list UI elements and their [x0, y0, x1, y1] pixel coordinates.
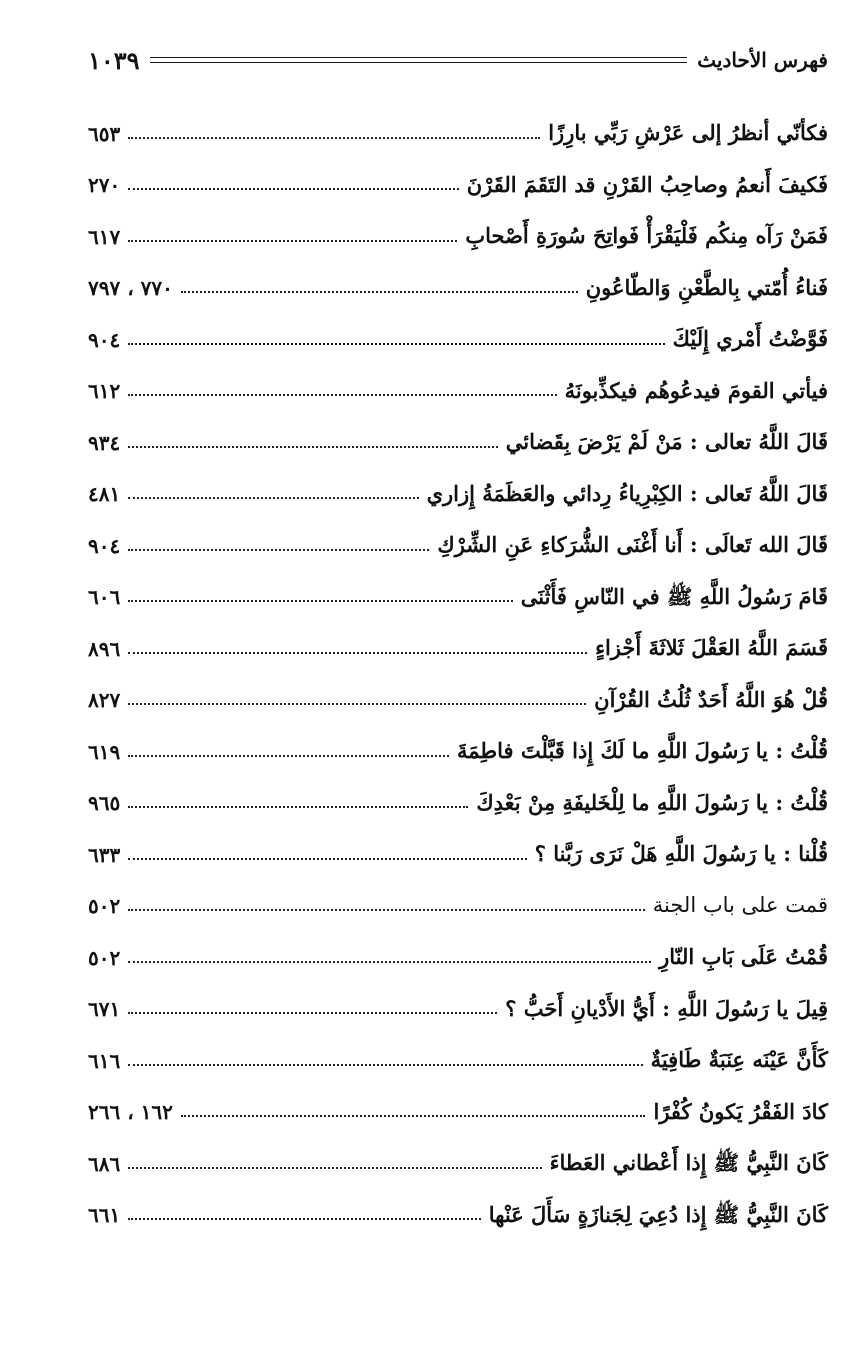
- page-reference: ٦١٧: [88, 224, 121, 249]
- page-reference: ٥٠٢: [88, 894, 121, 918]
- running-title: فهرس الأحاديث: [697, 48, 828, 72]
- index-entry: [88, 510, 828, 562]
- hadith-text: قَالَ اللَّهُ تعالى : مَنْ لَمْ يَرْضَ بِقَضائي: [505, 429, 828, 455]
- index-entry: [88, 1025, 828, 1077]
- dot-leader: [128, 703, 586, 705]
- dot-leader: [128, 961, 651, 963]
- dot-leader: [128, 600, 513, 602]
- hadith-index-list: [88, 98, 828, 1231]
- page-header: [88, 40, 828, 80]
- page-reference: ١٦٢ ، ٢٦٦: [88, 1100, 173, 1124]
- page-reference: ٢٧٠: [88, 173, 121, 197]
- dot-leader: [128, 188, 458, 190]
- dot-leader: [181, 291, 578, 293]
- dot-leader: [128, 858, 527, 860]
- page-reference: ٦٣٣: [88, 842, 121, 867]
- dot-leader: [128, 137, 540, 139]
- hadith-text: قُمْتُ عَلَى بَابِ النّارِ: [659, 944, 828, 970]
- index-entry: [88, 304, 828, 356]
- index-entry: [88, 665, 828, 717]
- index-entry: [88, 613, 828, 665]
- index-entry: [88, 253, 828, 305]
- hadith-text: قَسَمَ اللَّهُ العَقْلَ ثَلاثَةَ أَجْزاءٍ: [595, 635, 828, 661]
- index-entry: [88, 974, 828, 1026]
- hadith-text: فَمَنْ رَآه مِنكُم فَلْيَقْرَأْ فَواتِحَ سُورَةِ أَصْحابِ: [465, 223, 828, 249]
- index-entry: [88, 768, 828, 820]
- hadith-text: كَانَ النَّبِيُّ ﷺ إِذا أَعْطاني العَطاءَ: [549, 1150, 828, 1176]
- index-entry: [88, 459, 828, 511]
- page-reference: ٦٧١: [88, 997, 121, 1021]
- dot-leader: [128, 909, 645, 911]
- page-reference: ٦٠٦: [88, 585, 121, 609]
- index-entry: [88, 201, 828, 253]
- page-reference: ٥٠٢: [88, 945, 121, 970]
- hadith-text: قُلْنا : يا رَسُولَ اللَّهِ هَلْ نَرَى رَبَّنا ؟: [534, 841, 828, 867]
- page-reference: ٩٦٥: [88, 791, 121, 815]
- hadith-text: قَامَ رَسُولُ اللَّهِ ﷺ في النّاسِ فَأَثْنَى: [520, 583, 828, 609]
- page-reference: ٦١٢: [88, 379, 121, 403]
- dot-leader: [128, 446, 498, 448]
- hadith-text: كادَ الفَقْرُ يَكونُ كُفْرًا: [653, 1098, 828, 1124]
- hadith-text: فَكيفَ أَنعمُ وصاحِبُ القَرْنِ قد التَقَمَ القَرْنَ: [466, 171, 828, 197]
- dot-leader: [181, 1115, 646, 1117]
- page-reference: ٦٦١: [88, 1203, 121, 1227]
- index-entry: [88, 98, 828, 150]
- index-entry: [88, 356, 828, 408]
- index-entry: [88, 562, 828, 614]
- index-entry: [88, 1180, 828, 1232]
- dot-leader: [128, 755, 449, 757]
- page-number: ١٠٣٩: [88, 45, 140, 75]
- page-reference: ٦١٩: [88, 739, 121, 764]
- index-entry: [88, 819, 828, 871]
- index-entry: [88, 407, 828, 459]
- hadith-text: قُلْ هُوَ اللَّهُ أَحَدٌ ثُلُثُ القُرْآنِ: [594, 686, 828, 712]
- hadith-text: فكأنّي أنظرُ إلى عَرْشِ رَبِّي بارِزًا: [548, 120, 828, 146]
- hadith-text: قَالَ اللَّهُ تَعالى : الكِبْرِياءُ رِدائي والعَظَمَةُ إِزاري: [426, 480, 828, 506]
- index-entry: [88, 1128, 828, 1180]
- header-rule: [150, 57, 688, 63]
- dot-leader: [128, 1167, 541, 1169]
- page-reference: ٦١٦: [88, 1048, 121, 1073]
- hadith-text: قُلْتُ : يا رَسُولَ اللَّهِ ما لِلْخَليفَةِ مِنْ بَعْدِكَ: [476, 789, 828, 815]
- page-reference: ٨٢٧: [88, 688, 121, 712]
- hadith-text: فيأتي القومَ فيدعُوهُم فيكذِّبونَهُ: [564, 377, 828, 403]
- page-reference: ٤٨١: [88, 482, 121, 506]
- index-entry: [88, 871, 828, 923]
- page-reference: ٨٩٦: [88, 636, 121, 661]
- dot-leader: [128, 343, 664, 345]
- dot-leader: [128, 497, 418, 499]
- page-reference: ٦٥٣: [88, 121, 121, 146]
- index-entry: [88, 716, 828, 768]
- hadith-text: فَناءُ أُمّتي بِالطَّعْنِ وَالطّاعُونِ: [585, 274, 828, 300]
- page-reference: ٧٧٠ ، ٧٩٧: [88, 276, 173, 300]
- dot-leader: [128, 652, 587, 654]
- index-entry: [88, 1077, 828, 1129]
- index-entry: [88, 922, 828, 974]
- page-reference: ٩٠٤: [88, 533, 121, 558]
- dot-leader: [128, 1064, 642, 1066]
- dot-leader: [128, 240, 457, 242]
- page-reference: ٦٨٦: [88, 1151, 121, 1176]
- hadith-text: كَانَ النَّبِيُّ ﷺ إِذا دُعِيَ لِجَنازَةٍ سَأَلَ عَنْها: [488, 1201, 828, 1227]
- hadith-text: قمت على باب الجنة: [652, 892, 828, 917]
- dot-leader: [128, 1218, 481, 1220]
- hadith-text: فَوَّضْتُ أَمْري إِلَيْكَ: [672, 326, 828, 352]
- hadith-text: قَالَ الله تَعالَى : أَنا أَغْنَى الشُّرَكاءِ عَنِ الشِّرْكِ: [437, 532, 828, 558]
- dot-leader: [128, 806, 468, 808]
- hadith-text: كَأَنَّ عَيْنَه عِنَبَةٌ طَافِيَةٌ: [650, 1047, 828, 1073]
- page-reference: ٩٣٤: [88, 430, 121, 455]
- hadith-text: قُلْتُ : يا رَسُولَ اللَّهِ ما لَكَ إِذا قَبَّلْتَ فاطِمَةَ: [457, 738, 828, 764]
- index-entry: [88, 150, 828, 202]
- dot-leader: [128, 394, 556, 396]
- dot-leader: [128, 1012, 497, 1014]
- dot-leader: [128, 549, 429, 551]
- page-reference: ٩٠٤: [88, 327, 121, 352]
- hadith-text: قِيلَ يا رَسُولَ اللَّهِ : أَيُّ الأَدْيانِ أَحَبُّ ؟: [505, 995, 828, 1021]
